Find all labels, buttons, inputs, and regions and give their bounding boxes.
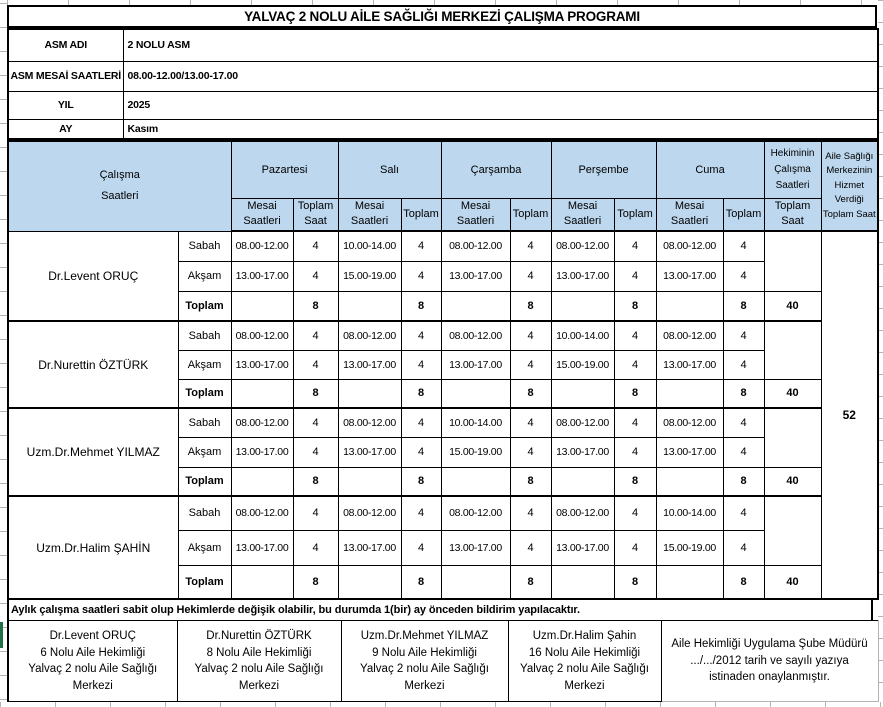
empty-cell[interactable] — [231, 379, 293, 408]
shift-time-cell[interactable]: 08.00-12.00 — [551, 408, 614, 437]
daily-total-cell[interactable]: 8 — [401, 291, 441, 321]
shift-time-cell[interactable]: 13.00-17.00 — [231, 261, 293, 291]
info-row — [8, 61, 878, 91]
daily-total-cell[interactable]: 8 — [723, 467, 764, 496]
shift-time-cell[interactable]: 13.00-17.00 — [656, 437, 723, 467]
signature-block-sube-muduru[interactable] — [661, 621, 878, 702]
shift-hours-cell[interactable]: 4 — [723, 408, 764, 437]
shift-time-cell[interactable]: 13.00-17.00 — [231, 350, 293, 379]
empty-cell[interactable] — [656, 565, 723, 599]
shift-hours-cell[interactable]: 4 — [293, 321, 338, 350]
signature-line: Uzm.Dr.Halim Şahin — [532, 630, 637, 642]
shift-hours-cell[interactable]: 4 — [293, 408, 338, 437]
sub-header-toplam[interactable]: Toplam — [510, 198, 551, 231]
shift-time-cell[interactable]: 08.00-12.00 — [338, 408, 401, 437]
empty-cell[interactable] — [231, 467, 293, 496]
shift-time-cell[interactable]: 15.00-19.00 — [656, 530, 723, 565]
shift-time-cell[interactable]: 15.00-19.00 — [551, 350, 614, 379]
signature-block-mehmet-yilmaz[interactable] — [341, 621, 508, 702]
signature-block-nurettin-ozturk[interactable] — [177, 621, 341, 702]
info-value-mesai-saatleri[interactable]: 08.00-12.00/13.00-17.00 — [123, 61, 878, 91]
sub-header-toplam-saat[interactable]: Toplam Saat — [764, 198, 821, 231]
empty-cell[interactable] — [656, 291, 723, 321]
shift-time-cell[interactable]: 10.00-14.00 — [551, 321, 614, 350]
shift-hours-cell[interactable]: 4 — [614, 350, 656, 379]
daily-total-cell[interactable]: 8 — [401, 565, 441, 599]
header-row-days — [8, 141, 878, 198]
daily-total-cell[interactable]: 8 — [614, 379, 656, 408]
shift-hours-cell[interactable]: 4 — [614, 261, 656, 291]
shift-time-cell[interactable]: 08.00-12.00 — [656, 321, 723, 350]
day-header-carsamba[interactable]: Çarşamba — [441, 141, 551, 198]
daily-total-cell[interactable]: 8 — [401, 467, 441, 496]
shift-time-cell[interactable]: 08.00-12.00 — [231, 231, 293, 261]
day-header-persembe[interactable]: Perşembe — [551, 141, 656, 198]
shift-time-cell[interactable]: 08.00-12.00 — [231, 408, 293, 437]
physician-hours-header[interactable]: Hekiminin Çalışma Saatleri — [764, 141, 821, 198]
shift-time-cell[interactable]: 08.00-12.00 — [231, 321, 293, 350]
daily-total-cell[interactable]: 8 — [401, 379, 441, 408]
signature-line: Merkezi — [564, 679, 605, 692]
doctor-name-cell[interactable]: Dr.Nurettin ÖZTÜRK — [8, 321, 178, 408]
weekly-total-cell[interactable]: 40 — [764, 379, 821, 408]
shift-hours-cell[interactable]: 4 — [401, 350, 441, 379]
corner-line-2: Saatleri — [101, 190, 139, 203]
signature-line: istinaden onaylanmıştır. — [709, 671, 830, 684]
shift-time-cell[interactable]: 08.00-12.00 — [338, 496, 401, 530]
signature-line: Yalvaç 2 nolu Aile Sağlığı — [194, 663, 324, 675]
daily-total-cell[interactable]: 8 — [614, 565, 656, 599]
daily-total-cell[interactable]: 8 — [614, 291, 656, 321]
shift-hours-cell[interactable]: 4 — [723, 321, 764, 350]
daily-total-cell[interactable]: 8 — [510, 565, 551, 599]
shift-time-cell[interactable]: 08.00-12.00 — [338, 321, 401, 350]
center-total-cell[interactable]: 52 — [821, 231, 878, 599]
empty-cell[interactable] — [551, 379, 614, 408]
shift-hours-cell[interactable]: 4 — [510, 530, 551, 565]
shift-time-cell[interactable]: 08.00-12.00 — [656, 408, 723, 437]
schedule-row-sabah — [8, 231, 878, 261]
empty-cell[interactable] — [231, 291, 293, 321]
shift-time-cell[interactable]: 13.00-17.00 — [441, 261, 510, 291]
signature-line: 6 Nolu Aile Hekimliği — [40, 646, 146, 659]
shift-time-cell[interactable]: 13.00-17.00 — [231, 437, 293, 467]
empty-cell[interactable] — [656, 379, 723, 408]
shift-hours-cell[interactable]: 4 — [293, 261, 338, 291]
shift-hours-cell[interactable]: 4 — [293, 530, 338, 565]
empty-cell[interactable] — [338, 565, 401, 599]
signature-line: Merkezi — [72, 679, 113, 692]
schedule-table — [7, 140, 879, 600]
daily-total-cell[interactable]: 8 — [293, 291, 338, 321]
empty-cell[interactable] — [231, 565, 293, 599]
schedule-row-sabah — [8, 408, 878, 437]
shift-time-cell[interactable]: 13.00-17.00 — [551, 530, 614, 565]
sub-header-mesai[interactable]: Mesai Saatleri — [551, 198, 614, 231]
day-header-cuma[interactable]: Cuma — [656, 141, 764, 198]
sub-header-mesai[interactable]: Mesai Saatleri — [656, 198, 723, 231]
sub-header-mesai[interactable]: Mesai Saatleri — [231, 198, 293, 231]
shift-time-cell[interactable]: 13.00-17.00 — [441, 350, 510, 379]
shift-time-cell[interactable]: 08.00-12.00 — [441, 496, 510, 530]
shift-hours-cell[interactable]: 4 — [614, 437, 656, 467]
shift-time-cell[interactable]: 08.00-12.00 — [551, 231, 614, 261]
info-label-yil[interactable]: YIL — [8, 91, 123, 119]
signature-line: Yalvaç 2 nolu Aile Sağlığı — [520, 663, 649, 675]
empty-cell[interactable] — [764, 321, 821, 379]
signature-block-levent-oruc[interactable] — [8, 621, 177, 702]
signature-row — [8, 621, 878, 702]
daily-total-cell[interactable]: 8 — [510, 379, 551, 408]
shift-time-cell[interactable]: 13.00-17.00 — [338, 350, 401, 379]
corner-line-1: Çalışma — [99, 169, 140, 182]
weekly-total-cell[interactable]: 40 — [764, 467, 821, 496]
active-cell-indicator — [0, 622, 3, 648]
monthly-note[interactable]: Aylık çalışma saatleri sabit olup Hekimlerde değişik olabilir, bu durumda 1(bir) ay önceden bildirim yapılacaktır. — [7, 600, 873, 620]
shift-hours-cell[interactable]: 4 — [723, 261, 764, 291]
shift-label-cell[interactable]: Sabah — [178, 321, 231, 350]
signature-line: 8 Nolu Aile Hekimliği — [206, 646, 312, 659]
signature-line: 9 Nolu Aile Hekimliği — [372, 646, 477, 659]
gridline-stub-bottom — [0, 702, 883, 707]
signature-line: Merkezi — [404, 679, 445, 692]
shift-time-cell[interactable]: 08.00-12.00 — [551, 496, 614, 530]
empty-cell[interactable] — [338, 467, 401, 496]
empty-cell[interactable] — [338, 291, 401, 321]
shift-hours-cell[interactable]: 4 — [510, 321, 551, 350]
shift-label-cell[interactable]: Akşam — [178, 437, 231, 467]
shift-hours-cell[interactable]: 4 — [293, 231, 338, 261]
daily-total-cell[interactable]: 8 — [510, 467, 551, 496]
info-value-yil[interactable]: 2025 — [123, 91, 878, 119]
weekly-total-cell[interactable]: 40 — [764, 291, 821, 321]
sub-header-mesai[interactable]: Mesai Saatleri — [441, 198, 510, 231]
daily-total-cell[interactable]: 8 — [614, 467, 656, 496]
sub-header-toplam[interactable]: Toplam — [401, 198, 441, 231]
empty-cell[interactable] — [551, 467, 614, 496]
info-value-ay[interactable]: Kasım — [123, 119, 878, 139]
signature-line: Uzm.Dr.Mehmet YILMAZ — [360, 630, 489, 642]
shift-hours-cell[interactable]: 4 — [401, 496, 441, 530]
signature-line: .../.../2012 tarih ve sayılı yazıya — [690, 654, 849, 667]
daily-total-cell[interactable]: 8 — [510, 291, 551, 321]
info-value-asm-adi[interactable]: 2 NOLU ASM — [123, 29, 878, 61]
shift-time-cell[interactable]: 08.00-12.00 — [231, 496, 293, 530]
day-header-sali[interactable]: Salı — [338, 141, 441, 198]
signature-line: Aile Hekimliği Uygulama Şube Müdürü — [671, 638, 868, 651]
info-row — [8, 29, 878, 61]
shift-hours-cell[interactable]: 4 — [723, 350, 764, 379]
shift-hours-cell[interactable]: 4 — [723, 496, 764, 530]
empty-cell[interactable] — [441, 565, 510, 599]
daily-total-cell[interactable]: 8 — [723, 565, 764, 599]
shift-time-cell[interactable]: 13.00-17.00 — [551, 437, 614, 467]
shift-hours-cell[interactable]: 4 — [401, 231, 441, 261]
shift-hours-cell[interactable]: 4 — [614, 408, 656, 437]
signature-line: Yalvaç 2 nolu Aile Sağlığı — [360, 663, 489, 675]
shift-hours-cell[interactable]: 4 — [510, 408, 551, 437]
empty-cell[interactable] — [764, 496, 821, 565]
schedule-row-sabah — [8, 496, 878, 530]
empty-cell[interactable] — [764, 408, 821, 467]
page-title[interactable]: YALVAÇ 2 NOLU AİLE SAĞLIĞI MERKEZİ ÇALIŞMA PROGRAMI — [7, 5, 877, 28]
total-label-cell[interactable]: Toplam — [178, 379, 231, 408]
shift-hours-cell[interactable]: 4 — [614, 530, 656, 565]
shift-hours-cell[interactable]: 4 — [723, 437, 764, 467]
day-header-pazartesi[interactable]: Pazartesi — [231, 141, 338, 198]
shift-time-cell[interactable]: 10.00-14.00 — [338, 231, 401, 261]
shift-hours-cell[interactable]: 4 — [614, 321, 656, 350]
corner-header-calisma-saatleri[interactable] — [8, 141, 231, 231]
shift-hours-cell[interactable]: 4 — [401, 437, 441, 467]
shift-time-cell[interactable]: 10.00-14.00 — [441, 408, 510, 437]
shift-hours-cell[interactable]: 4 — [510, 350, 551, 379]
shift-label-cell[interactable]: Akşam — [178, 350, 231, 379]
info-label-ay[interactable]: AY — [8, 119, 123, 139]
shift-time-cell[interactable]: 15.00-19.00 — [441, 437, 510, 467]
info-table — [7, 28, 879, 140]
shift-hours-cell[interactable]: 4 — [510, 496, 551, 530]
signature-line: Dr.Nurettin ÖZTÜRK — [206, 630, 312, 642]
empty-cell[interactable] — [764, 231, 821, 291]
shift-time-cell[interactable]: 08.00-12.00 — [441, 231, 510, 261]
info-row — [8, 91, 878, 119]
empty-cell[interactable] — [441, 379, 510, 408]
empty-cell[interactable] — [551, 565, 614, 599]
info-label-mesai-saatleri[interactable]: ASM MESAİ SAATLERİ — [8, 61, 123, 91]
shift-label-cell[interactable]: Sabah — [178, 408, 231, 437]
shift-hours-cell[interactable]: 4 — [293, 437, 338, 467]
shift-hours-cell[interactable]: 4 — [510, 437, 551, 467]
shift-label-cell[interactable]: Akşam — [178, 530, 231, 565]
shift-hours-cell[interactable]: 4 — [401, 261, 441, 291]
info-label-asm-adi[interactable]: ASM ADI — [8, 29, 123, 61]
sub-header-toplam[interactable]: Toplam — [723, 198, 764, 231]
daily-total-cell[interactable]: 8 — [293, 379, 338, 408]
doctor-name-cell[interactable]: Uzm.Dr.Halim ŞAHİN — [8, 496, 178, 599]
doctor-name-cell[interactable]: Dr.Levent ORUÇ — [8, 231, 178, 321]
total-label-cell[interactable]: Toplam — [178, 291, 231, 321]
shift-hours-cell[interactable]: 4 — [401, 408, 441, 437]
daily-total-cell[interactable]: 8 — [293, 467, 338, 496]
sub-header-toplam[interactable]: Toplam — [614, 198, 656, 231]
shift-time-cell[interactable]: 13.00-17.00 — [231, 530, 293, 565]
signature-line: Yalvaç 2 nolu Aile Sağlığı — [28, 663, 158, 675]
weekly-total-cell[interactable]: 40 — [764, 565, 821, 599]
shift-hours-cell[interactable]: 4 — [614, 231, 656, 261]
signature-block-halim-sahin[interactable] — [508, 621, 661, 702]
shift-hours-cell[interactable]: 4 — [510, 261, 551, 291]
shift-label-cell[interactable]: Akşam — [178, 261, 231, 291]
shift-hours-cell[interactable]: 4 — [723, 231, 764, 261]
shift-hours-cell[interactable]: 4 — [293, 496, 338, 530]
shift-time-cell[interactable]: 15.00-19.00 — [338, 261, 401, 291]
shift-hours-cell[interactable]: 4 — [614, 496, 656, 530]
shift-time-cell[interactable]: 13.00-17.00 — [551, 261, 614, 291]
shift-time-cell[interactable]: 13.00-17.00 — [656, 261, 723, 291]
signature-line: Merkezi — [238, 679, 280, 692]
shift-time-cell[interactable]: 13.00-17.00 — [338, 530, 401, 565]
schedule-row-sabah — [8, 321, 878, 350]
shift-time-cell[interactable]: 08.00-12.00 — [441, 321, 510, 350]
empty-cell[interactable] — [338, 379, 401, 408]
shift-hours-cell[interactable]: 4 — [293, 350, 338, 379]
shift-hours-cell[interactable]: 4 — [510, 231, 551, 261]
shift-hours-cell[interactable]: 4 — [401, 530, 441, 565]
shift-time-cell[interactable]: 13.00-17.00 — [441, 530, 510, 565]
gridline-stub-left — [0, 3, 7, 703]
daily-total-cell[interactable]: 8 — [723, 379, 764, 408]
signature-table — [7, 620, 879, 702]
info-row — [8, 119, 878, 139]
center-total-header[interactable]: Aile Sağlığı Merkezinin Hizmet Verdiği Toplam Saat — [821, 141, 878, 231]
total-label-cell[interactable]: Toplam — [178, 467, 231, 496]
daily-total-cell[interactable]: 8 — [293, 565, 338, 599]
signature-line: Dr.Levent ORUÇ — [49, 630, 136, 642]
signature-line: 16 Nolu Aile Hekimliği — [528, 646, 641, 659]
shift-hours-cell[interactable]: 4 — [401, 321, 441, 350]
empty-cell[interactable] — [656, 467, 723, 496]
sub-header-mesai[interactable]: Mesai Saatleri — [338, 198, 401, 231]
shift-time-cell[interactable]: 13.00-17.00 — [656, 350, 723, 379]
shift-time-cell[interactable]: 10.00-14.00 — [656, 496, 723, 530]
shift-time-cell[interactable]: 13.00-17.00 — [338, 437, 401, 467]
total-label-cell[interactable]: Toplam — [178, 565, 231, 599]
empty-cell[interactable] — [551, 291, 614, 321]
shift-label-cell[interactable]: Sabah — [178, 231, 231, 261]
empty-cell[interactable] — [441, 291, 510, 321]
empty-cell[interactable] — [441, 467, 510, 496]
sub-header-toplam[interactable]: Toplam Saat — [293, 198, 338, 231]
shift-hours-cell[interactable]: 4 — [723, 530, 764, 565]
daily-total-cell[interactable]: 8 — [723, 291, 764, 321]
shift-label-cell[interactable]: Sabah — [178, 496, 231, 530]
doctor-name-cell[interactable]: Uzm.Dr.Mehmet YILMAZ — [8, 408, 178, 496]
shift-time-cell[interactable]: 08.00-12.00 — [656, 231, 723, 261]
